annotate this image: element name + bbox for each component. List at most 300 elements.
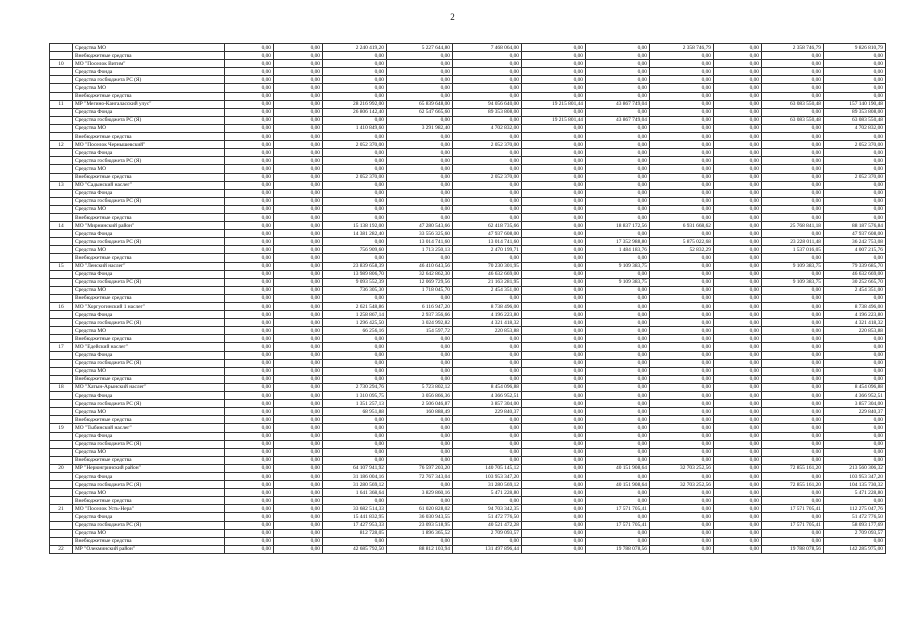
value-cell: 0,00 <box>453 116 522 124</box>
value-cell: 0,00 <box>274 327 323 335</box>
table-row <box>50 440 886 448</box>
value-cell: 19 788 078,56 <box>762 545 824 553</box>
value-cell: 0,00 <box>650 189 714 197</box>
value-cell: 17 571 705,41 <box>762 521 824 529</box>
value-cell: 0,00 <box>714 254 762 262</box>
value-cell: 1 296 425,50 <box>323 319 387 327</box>
value-cell: 0,00 <box>225 545 274 553</box>
value-cell: 0,00 <box>762 343 824 351</box>
value-cell: 0,00 <box>522 375 586 383</box>
value-cell: 0,00 <box>586 440 650 448</box>
value-cell: 0,00 <box>225 181 274 189</box>
row-number <box>50 197 73 205</box>
value-cell: 1 310 095,75 <box>323 392 387 400</box>
value-cell: 0,00 <box>323 497 387 505</box>
table-row <box>50 351 886 359</box>
value-cell: 0,00 <box>586 383 650 391</box>
value-cell: 0,00 <box>522 456 586 464</box>
row-name: Средства МО <box>73 367 225 375</box>
value-cell: 0,00 <box>323 116 387 124</box>
value-cell: 0,00 <box>387 84 453 92</box>
value-cell: 40 151 908,64 <box>586 464 650 472</box>
value-cell: 0,00 <box>586 157 650 165</box>
table-row <box>50 133 886 141</box>
value-cell: 0,00 <box>586 270 650 278</box>
value-cell: 0,00 <box>387 497 453 505</box>
row-name: Средства госбюджета РС (Я) <box>73 76 225 84</box>
value-cell: 0,00 <box>586 44 650 52</box>
value-cell: 0,00 <box>225 84 274 92</box>
value-cell: 0,00 <box>762 205 824 213</box>
value-cell: 0,00 <box>225 100 274 108</box>
value-cell: 66 256,16 <box>323 327 387 335</box>
value-cell: 0,00 <box>650 489 714 497</box>
value-cell: 0,00 <box>323 456 387 464</box>
value-cell: 0,00 <box>323 84 387 92</box>
value-cell: 0,00 <box>274 133 323 141</box>
row-name: МО "Поселок Чернышевский" <box>73 141 225 149</box>
value-cell: 23 228 011,48 <box>762 238 824 246</box>
table-row <box>50 165 886 173</box>
value-cell: 0,00 <box>274 60 323 68</box>
value-cell: 0,00 <box>650 513 714 521</box>
value-cell: 0,00 <box>323 367 387 375</box>
row-number <box>50 416 73 424</box>
value-cell: 0,00 <box>453 351 522 359</box>
table-row <box>50 537 886 545</box>
value-cell: 0,00 <box>714 545 762 553</box>
table-row <box>50 84 886 92</box>
value-cell: 0,00 <box>522 149 586 157</box>
value-cell: 0,00 <box>387 181 453 189</box>
value-cell: 0,00 <box>762 92 824 100</box>
value-cell: 9 826 810,79 <box>824 44 886 52</box>
row-name: Средства Фонда <box>73 392 225 400</box>
value-cell: 0,00 <box>650 416 714 424</box>
value-cell: 0,00 <box>824 84 886 92</box>
value-cell: 0,00 <box>586 286 650 294</box>
value-cell: 2 052 370,00 <box>323 141 387 149</box>
value-cell: 17 571 705,41 <box>762 505 824 513</box>
value-cell: 0,00 <box>274 246 323 254</box>
value-cell: 0,00 <box>225 116 274 124</box>
value-cell: 0,00 <box>225 367 274 375</box>
value-cell: 36 242 753,08 <box>824 238 886 246</box>
value-cell: 0,00 <box>714 124 762 132</box>
value-cell: 0,00 <box>586 335 650 343</box>
row-number <box>50 68 73 76</box>
table-row <box>50 416 886 424</box>
value-cell: 0,00 <box>453 189 522 197</box>
value-cell: 0,00 <box>323 335 387 343</box>
value-cell: 0,00 <box>762 416 824 424</box>
value-cell: 0,00 <box>453 84 522 92</box>
value-cell: 0,00 <box>650 124 714 132</box>
group-row <box>50 424 886 432</box>
value-cell: 0,00 <box>522 537 586 545</box>
row-number <box>50 521 73 529</box>
value-cell: 736 305,30 <box>323 286 387 294</box>
value-cell: 0,00 <box>714 246 762 254</box>
value-cell: 0,00 <box>274 213 323 221</box>
row-name: Средства МО <box>73 124 225 132</box>
value-cell: 0,00 <box>714 92 762 100</box>
value-cell: 0,00 <box>387 133 453 141</box>
value-cell: 0,00 <box>453 432 522 440</box>
value-cell: 0,00 <box>225 246 274 254</box>
value-cell: 0,00 <box>323 448 387 456</box>
value-cell: 0,00 <box>522 408 586 416</box>
value-cell: 0,00 <box>650 68 714 76</box>
value-cell: 3 829 860,16 <box>387 489 453 497</box>
group-row <box>50 343 886 351</box>
value-cell: 0,00 <box>387 76 453 84</box>
row-number <box>50 254 73 262</box>
row-name: Внебюджетные средства <box>73 294 225 302</box>
table-row <box>50 529 886 537</box>
value-cell: 0,00 <box>714 408 762 416</box>
value-cell: 19 215 801,44 <box>522 100 586 108</box>
value-cell: 33 556 325,60 <box>387 230 453 238</box>
value-cell: 0,00 <box>714 181 762 189</box>
row-name: Внебюджетные средства <box>73 497 225 505</box>
row-number <box>50 149 73 157</box>
value-cell: 2 709 093,57 <box>824 529 886 537</box>
value-cell: 0,00 <box>387 52 453 60</box>
value-cell: 70 230 301,95 <box>453 262 522 270</box>
value-cell: 0,00 <box>650 521 714 529</box>
value-cell: 0,00 <box>274 416 323 424</box>
value-cell: 0,00 <box>387 335 453 343</box>
value-cell: 0,00 <box>714 108 762 116</box>
value-cell: 0,00 <box>762 351 824 359</box>
value-cell: 0,00 <box>824 76 886 84</box>
value-cell: 0,00 <box>522 262 586 270</box>
value-cell: 0,00 <box>274 173 323 181</box>
value-cell: 0,00 <box>586 416 650 424</box>
value-cell: 1 713 250,13 <box>387 246 453 254</box>
table-row <box>50 319 886 327</box>
value-cell: 0,00 <box>225 416 274 424</box>
group-row <box>50 383 886 391</box>
value-cell: 0,00 <box>762 513 824 521</box>
value-cell: 0,00 <box>714 52 762 60</box>
row-number <box>50 278 73 286</box>
value-cell: 0,00 <box>586 173 650 181</box>
value-cell: 0,00 <box>274 84 323 92</box>
value-cell: 0,00 <box>714 529 762 537</box>
row-name: МО "Ленский наслег" <box>73 262 225 270</box>
row-number <box>50 497 73 505</box>
row-number <box>50 205 73 213</box>
value-cell: 0,00 <box>522 521 586 529</box>
value-cell: 63 083 550,48 <box>762 116 824 124</box>
value-cell: 0,00 <box>762 472 824 480</box>
value-cell: 9 109 383,75 <box>586 278 650 286</box>
value-cell: 0,00 <box>274 472 323 480</box>
value-cell: 0,00 <box>714 383 762 391</box>
value-cell: 0,00 <box>714 173 762 181</box>
value-cell: 0,00 <box>225 489 274 497</box>
row-number <box>50 327 73 335</box>
value-cell: 0,00 <box>274 222 323 230</box>
table-row <box>50 392 886 400</box>
value-cell: 17 571 705,41 <box>586 521 650 529</box>
value-cell: 0,00 <box>225 149 274 157</box>
value-cell: 0,00 <box>522 213 586 221</box>
value-cell: 0,00 <box>522 351 586 359</box>
value-cell: 0,00 <box>522 60 586 68</box>
value-cell: 0,00 <box>586 124 650 132</box>
row-number <box>50 246 73 254</box>
group-row <box>50 141 886 149</box>
value-cell: 26 806 142,40 <box>323 108 387 116</box>
value-cell: 0,00 <box>762 84 824 92</box>
row-number <box>50 44 73 52</box>
value-cell: 0,00 <box>824 197 886 205</box>
value-cell: 94 056 640,00 <box>453 100 522 108</box>
value-cell: 0,00 <box>453 157 522 165</box>
value-cell: 0,00 <box>522 359 586 367</box>
value-cell: 0,00 <box>225 375 274 383</box>
value-cell: 0,00 <box>387 432 453 440</box>
value-cell: 3 056 866,36 <box>387 392 453 400</box>
value-cell: 0,00 <box>762 189 824 197</box>
value-cell: 0,00 <box>323 205 387 213</box>
row-number <box>50 230 73 238</box>
value-cell: 0,00 <box>274 165 323 173</box>
value-cell: 0,00 <box>387 157 453 165</box>
value-cell: 0,00 <box>586 165 650 173</box>
value-cell: 0,00 <box>714 157 762 165</box>
value-cell: 0,00 <box>522 173 586 181</box>
value-cell: 0,00 <box>323 213 387 221</box>
value-cell: 0,00 <box>650 270 714 278</box>
row-number <box>50 133 73 141</box>
value-cell: 0,00 <box>522 529 586 537</box>
value-cell: 0,00 <box>225 521 274 529</box>
value-cell: 0,00 <box>650 60 714 68</box>
value-cell: 0,00 <box>650 351 714 359</box>
row-name: Средства МО <box>73 205 225 213</box>
value-cell: 0,00 <box>274 238 323 246</box>
table-row <box>50 367 886 375</box>
value-cell: 0,00 <box>225 392 274 400</box>
value-cell: 0,00 <box>225 213 274 221</box>
value-cell: 0,00 <box>762 303 824 311</box>
value-cell: 0,00 <box>522 489 586 497</box>
value-cell: 0,00 <box>453 149 522 157</box>
value-cell: 76 597 203,20 <box>387 464 453 472</box>
value-cell: 2 052 370,00 <box>453 173 522 181</box>
value-cell: 0,00 <box>225 165 274 173</box>
value-cell: 0,00 <box>225 327 274 335</box>
value-cell: 23 839 658,39 <box>323 262 387 270</box>
value-cell: 0,00 <box>323 52 387 60</box>
value-cell: 0,00 <box>586 529 650 537</box>
value-cell: 0,00 <box>586 456 650 464</box>
group-row <box>50 181 886 189</box>
value-cell: 0,00 <box>274 343 323 351</box>
value-cell: 0,00 <box>824 375 886 383</box>
row-number <box>50 489 73 497</box>
value-cell: 0,00 <box>650 262 714 270</box>
value-cell: 0,00 <box>824 335 886 343</box>
value-cell: 0,00 <box>650 537 714 545</box>
value-cell: 8 454 096,88 <box>453 383 522 391</box>
value-cell: 0,00 <box>274 529 323 537</box>
value-cell: 0,00 <box>714 400 762 408</box>
value-cell: 0,00 <box>387 343 453 351</box>
value-cell: 0,00 <box>762 157 824 165</box>
value-cell: 0,00 <box>225 472 274 480</box>
value-cell: 64 107 941,92 <box>323 464 387 472</box>
value-cell: 0,00 <box>225 60 274 68</box>
value-cell: 0,00 <box>453 456 522 464</box>
value-cell: 0,00 <box>225 464 274 472</box>
value-cell: 0,00 <box>650 157 714 165</box>
value-cell: 0,00 <box>522 270 586 278</box>
row-name: Средства МО <box>73 408 225 416</box>
value-cell: 0,00 <box>586 92 650 100</box>
value-cell: 0,00 <box>714 205 762 213</box>
value-cell: 0,00 <box>650 133 714 141</box>
value-cell: 0,00 <box>225 44 274 52</box>
value-cell: 15 441 832,95 <box>323 513 387 521</box>
value-cell: 0,00 <box>762 173 824 181</box>
value-cell: 0,00 <box>225 424 274 432</box>
value-cell: 0,00 <box>453 213 522 221</box>
value-cell: 0,00 <box>586 141 650 149</box>
row-number: 12 <box>50 141 73 149</box>
value-cell: 0,00 <box>387 197 453 205</box>
value-cell: 0,00 <box>522 432 586 440</box>
value-cell: 229 840,37 <box>453 408 522 416</box>
value-cell: 32 642 862,30 <box>387 270 453 278</box>
value-cell: 1 410 849,60 <box>323 124 387 132</box>
value-cell: 0,00 <box>824 497 886 505</box>
value-cell: 0,00 <box>522 440 586 448</box>
value-cell: 0,00 <box>714 100 762 108</box>
value-cell: 0,00 <box>225 124 274 132</box>
value-cell: 6 931 668,62 <box>650 222 714 230</box>
value-cell: 0,00 <box>387 448 453 456</box>
value-cell: 0,00 <box>522 497 586 505</box>
value-cell: 0,00 <box>650 165 714 173</box>
value-cell: 0,00 <box>650 181 714 189</box>
value-cell: 0,00 <box>225 92 274 100</box>
row-number: 19 <box>50 424 73 432</box>
value-cell: 32 703 252,56 <box>650 464 714 472</box>
value-cell: 131 497 896,44 <box>453 545 522 553</box>
value-cell: 0,00 <box>522 424 586 432</box>
row-name: Средства госбюджета РС (Я) <box>73 400 225 408</box>
value-cell: 0,00 <box>274 189 323 197</box>
value-cell: 0,00 <box>714 432 762 440</box>
value-cell: 0,00 <box>453 52 522 60</box>
value-cell: 0,00 <box>453 133 522 141</box>
table-row <box>50 278 886 286</box>
value-cell: 0,00 <box>225 222 274 230</box>
value-cell: 0,00 <box>387 367 453 375</box>
value-cell: 0,00 <box>650 424 714 432</box>
table-row <box>50 246 886 254</box>
row-name: МР "Нерюнгринский район" <box>73 464 225 472</box>
value-cell: 0,00 <box>824 343 886 351</box>
value-cell: 0,00 <box>453 375 522 383</box>
value-cell: 0,00 <box>762 497 824 505</box>
value-cell: 0,00 <box>274 383 323 391</box>
value-cell: 0,00 <box>453 205 522 213</box>
value-cell: 0,00 <box>522 319 586 327</box>
value-cell: 140 705 145,12 <box>453 464 522 472</box>
value-cell: 0,00 <box>225 432 274 440</box>
value-cell: 46 410 643,56 <box>387 262 453 270</box>
value-cell: 32 703 252,56 <box>650 481 714 489</box>
value-cell: 0,00 <box>225 262 274 270</box>
value-cell: 58 093 177,69 <box>824 521 886 529</box>
value-cell: 0,00 <box>650 375 714 383</box>
value-cell: 0,00 <box>714 303 762 311</box>
table-row <box>50 149 886 157</box>
value-cell: 0,00 <box>522 481 586 489</box>
value-cell: 0,00 <box>650 213 714 221</box>
value-cell: 0,00 <box>762 448 824 456</box>
value-cell: 0,00 <box>714 367 762 375</box>
value-cell: 0,00 <box>824 165 886 173</box>
value-cell: 3 291 982,40 <box>387 124 453 132</box>
row-number <box>50 213 73 221</box>
value-cell: 2 454 351,00 <box>453 286 522 294</box>
row-name: Средства МО <box>73 489 225 497</box>
value-cell: 2 730 294,76 <box>323 383 387 391</box>
row-name: МО "Тыбинский наслег" <box>73 424 225 432</box>
value-cell: 0,00 <box>824 424 886 432</box>
row-name: Средства госбюджета РС (Я) <box>73 521 225 529</box>
value-cell: 0,00 <box>714 286 762 294</box>
value-cell: 103 953 347,20 <box>824 472 886 480</box>
value-cell: 1 896 365,52 <box>387 529 453 537</box>
value-cell: 65 839 648,00 <box>387 100 453 108</box>
row-name: Средства Фонда <box>73 270 225 278</box>
value-cell: 0,00 <box>586 513 650 521</box>
value-cell: 0,00 <box>323 424 387 432</box>
value-cell: 0,00 <box>762 359 824 367</box>
group-row <box>50 100 886 108</box>
value-cell: 0,00 <box>274 230 323 238</box>
table-row <box>50 68 886 76</box>
row-name: Средства госбюджета РС (Я) <box>73 197 225 205</box>
value-cell: 0,00 <box>714 327 762 335</box>
row-number <box>50 286 73 294</box>
value-cell: 0,00 <box>274 100 323 108</box>
row-name: Средства Фонда <box>73 472 225 480</box>
table-row <box>50 213 886 221</box>
value-cell: 0,00 <box>762 230 824 238</box>
row-name: Внебюджетные средства <box>73 335 225 343</box>
row-number <box>50 440 73 448</box>
value-cell: 0,00 <box>586 230 650 238</box>
value-cell: 0,00 <box>274 497 323 505</box>
value-cell: 0,00 <box>225 278 274 286</box>
value-cell: 0,00 <box>762 270 824 278</box>
row-number <box>50 124 73 132</box>
row-number <box>50 392 73 400</box>
value-cell: 0,00 <box>522 400 586 408</box>
value-cell: 0,00 <box>453 92 522 100</box>
value-cell: 0,00 <box>714 472 762 480</box>
value-cell: 4 366 952,51 <box>824 392 886 400</box>
